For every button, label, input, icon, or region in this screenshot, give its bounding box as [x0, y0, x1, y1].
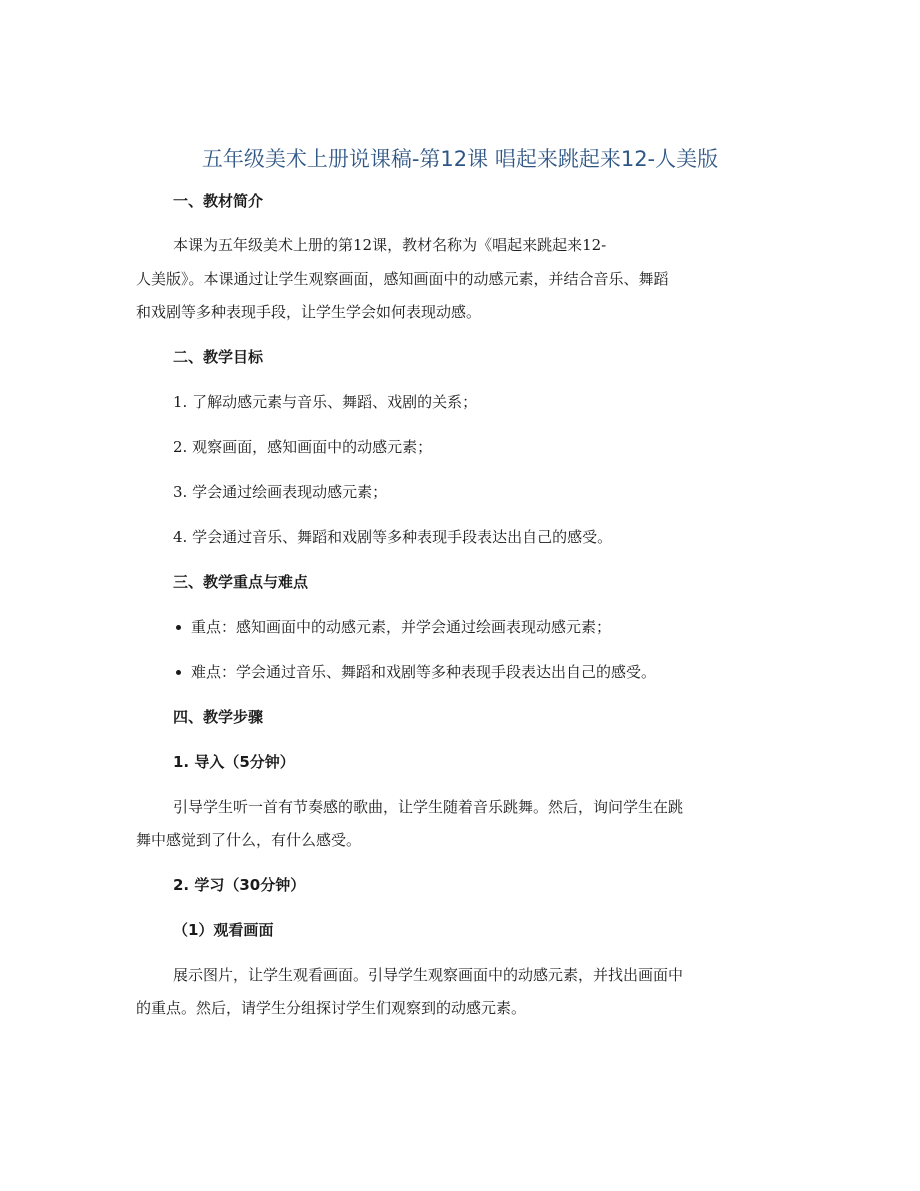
step2-sub1-heading: （1）观看画面 — [173, 921, 274, 939]
bullet-icon — [176, 625, 181, 630]
intro-line-1: 本课为五年级美术上册的第12课，教材名称为《唱起来跳起来12- — [173, 236, 607, 254]
step1-heading: 1. 导入（5分钟） — [173, 753, 295, 771]
heading-intro: 一、教材简介 — [173, 192, 264, 210]
goal-item-2: 2. 观察画面，感知画面中的动感元素； — [173, 438, 433, 456]
goal-item-3: 3. 学会通过绘画表现动感元素； — [173, 483, 388, 501]
intro-line-3: 和戏剧等多种表现手段，让学生学会如何表现动感。 — [136, 303, 482, 321]
heading-key-points: 三、教学重点与难点 — [173, 573, 309, 591]
key-point-item-2: 难点：学会通过音乐、舞蹈和戏剧等多种表现手段表达出自己的感受。 — [191, 663, 657, 681]
goal-item-4: 4. 学会通过音乐、舞蹈和戏剧等多种表现手段表达出自己的感受。 — [173, 528, 613, 546]
heading-steps: 四、教学步骤 — [173, 708, 264, 726]
key-point-item-1: 重点：感知画面中的动感元素，并学会通过绘画表现动感元素； — [191, 618, 612, 636]
heading-goals: 二、教学目标 — [173, 348, 264, 366]
step2-sub1-line-1: 展示图片，让学生观看画面。引导学生观察画面中的动感元素，并找出画面中 — [173, 966, 684, 984]
document-title: 五年级美术上册说课稿-第12课 唱起来跳起来12-人美版 — [201, 147, 719, 171]
step2-sub1-line-2: 的重点。然后，请学生分组探讨学生们观察到的动感元素。 — [136, 999, 527, 1017]
step2-heading: 2. 学习（30分钟） — [173, 876, 306, 894]
goal-item-1: 1. 了解动感元素与音乐、舞蹈、戏剧的关系； — [173, 393, 478, 411]
step1-line-1: 引导学生听一首有节奏感的歌曲，让学生随着音乐跳舞。然后，询问学生在跳 — [173, 798, 684, 816]
step1-line-2: 舞中感觉到了什么，有什么感受。 — [136, 831, 362, 849]
bullet-icon — [176, 670, 181, 675]
intro-line-2: 人美版》。本课通过让学生观察画面，感知画面中的动感元素，并结合音乐、舞蹈 — [136, 270, 669, 288]
